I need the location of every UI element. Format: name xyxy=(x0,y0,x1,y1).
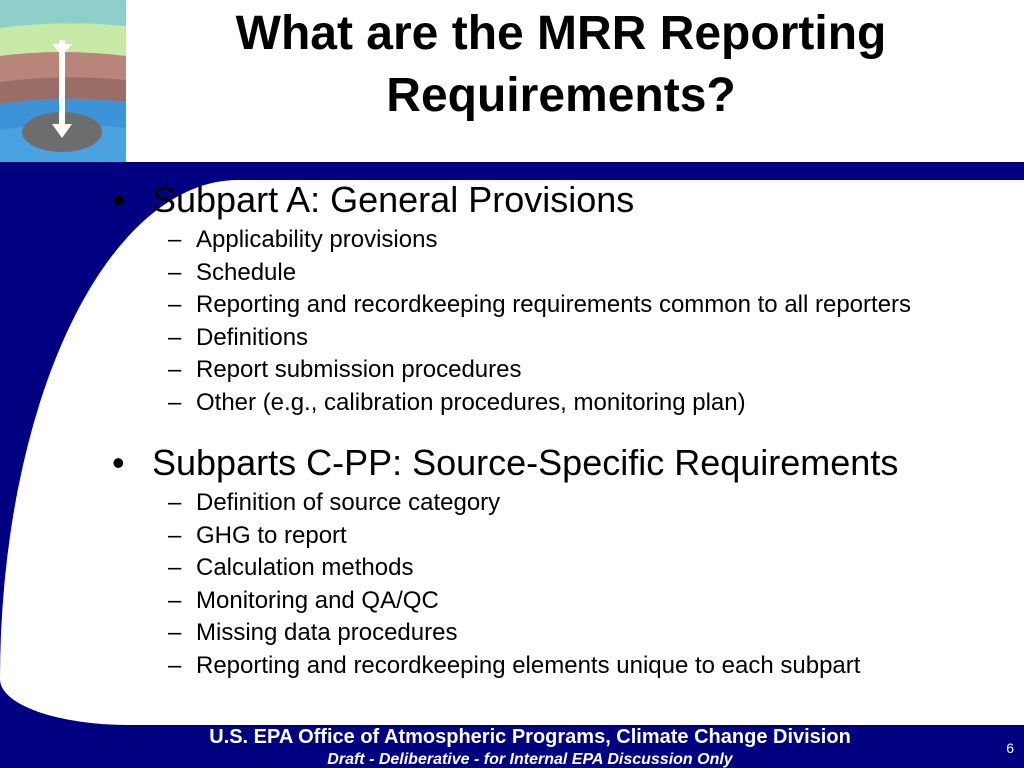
section-heading-subparts-c-pp xyxy=(0,441,1024,485)
dash-icon: – xyxy=(168,258,182,286)
list-item-text: Applicability provisions xyxy=(196,226,438,253)
bullet-icon: • xyxy=(112,179,125,220)
list-item-text: Report submission procedures xyxy=(196,356,522,383)
dash-icon: – xyxy=(168,554,182,581)
list-item xyxy=(0,650,1024,683)
dash-icon: – xyxy=(168,521,182,549)
bullet-icon: • xyxy=(112,442,125,483)
list-item xyxy=(0,387,1024,420)
list-item-text: Reporting and recordkeeping requirements common to all reporters xyxy=(196,291,912,318)
list-item xyxy=(0,552,1024,585)
list-item-text: Missing data procedures xyxy=(196,619,458,646)
list-item-text: Reporting and recordkeeping elements unique to each subpart xyxy=(196,651,861,679)
dash-icon: – xyxy=(168,323,182,351)
list-item-text: Calculation methods xyxy=(196,554,414,581)
list-item xyxy=(0,322,1024,355)
list-item xyxy=(0,354,1024,387)
list-item xyxy=(0,520,1024,553)
dash-icon: – xyxy=(168,619,182,646)
footer-organization: U.S. EPA Office of Atmospheric Programs, Climate Change Division xyxy=(209,726,851,748)
slide-body xyxy=(0,178,1024,682)
dash-icon: – xyxy=(168,226,182,253)
title-area xyxy=(126,0,1024,162)
section-spacer xyxy=(0,419,1024,441)
subparts-c-pp-list xyxy=(0,487,1024,682)
section-heading-text: Subpart A: General Provisions xyxy=(152,179,635,220)
footer-disclaimer: Draft - Deliberative - for Internal EPA Discussion Only xyxy=(327,751,733,768)
slide-footer xyxy=(0,725,1024,768)
list-item xyxy=(0,289,1024,322)
well-logo-icon xyxy=(0,0,126,162)
list-item xyxy=(0,617,1024,650)
title-line-1: What are the MRR Reporting xyxy=(235,7,887,60)
list-item-text: Definition of source category xyxy=(196,489,501,516)
list-item-text: Monitoring and QA/QC xyxy=(196,586,439,614)
list-item-text: Definitions xyxy=(196,323,309,351)
dash-icon: – xyxy=(168,489,182,516)
list-item xyxy=(0,585,1024,618)
dash-icon: – xyxy=(168,651,182,679)
list-item xyxy=(0,487,1024,520)
list-item-text: Other (e.g., calibration procedures, monitoring plan) xyxy=(196,388,746,416)
list-item-text: Schedule xyxy=(196,258,297,286)
title-line-2: Requirements? xyxy=(386,69,736,122)
dash-icon: – xyxy=(168,586,182,614)
list-item xyxy=(0,257,1024,290)
list-item xyxy=(0,224,1024,257)
list-item-text: GHG to report xyxy=(196,521,347,549)
dash-icon: – xyxy=(168,388,182,416)
slide-title xyxy=(126,0,996,127)
subpart-a-list xyxy=(0,224,1024,419)
dash-icon: – xyxy=(168,291,182,318)
section-heading-text: Subparts C-PP: Source-Specific Requirements xyxy=(152,442,899,483)
page-number: 6 xyxy=(1006,740,1014,756)
section-heading-subpart-a xyxy=(0,178,1024,222)
dash-icon: – xyxy=(168,356,182,383)
